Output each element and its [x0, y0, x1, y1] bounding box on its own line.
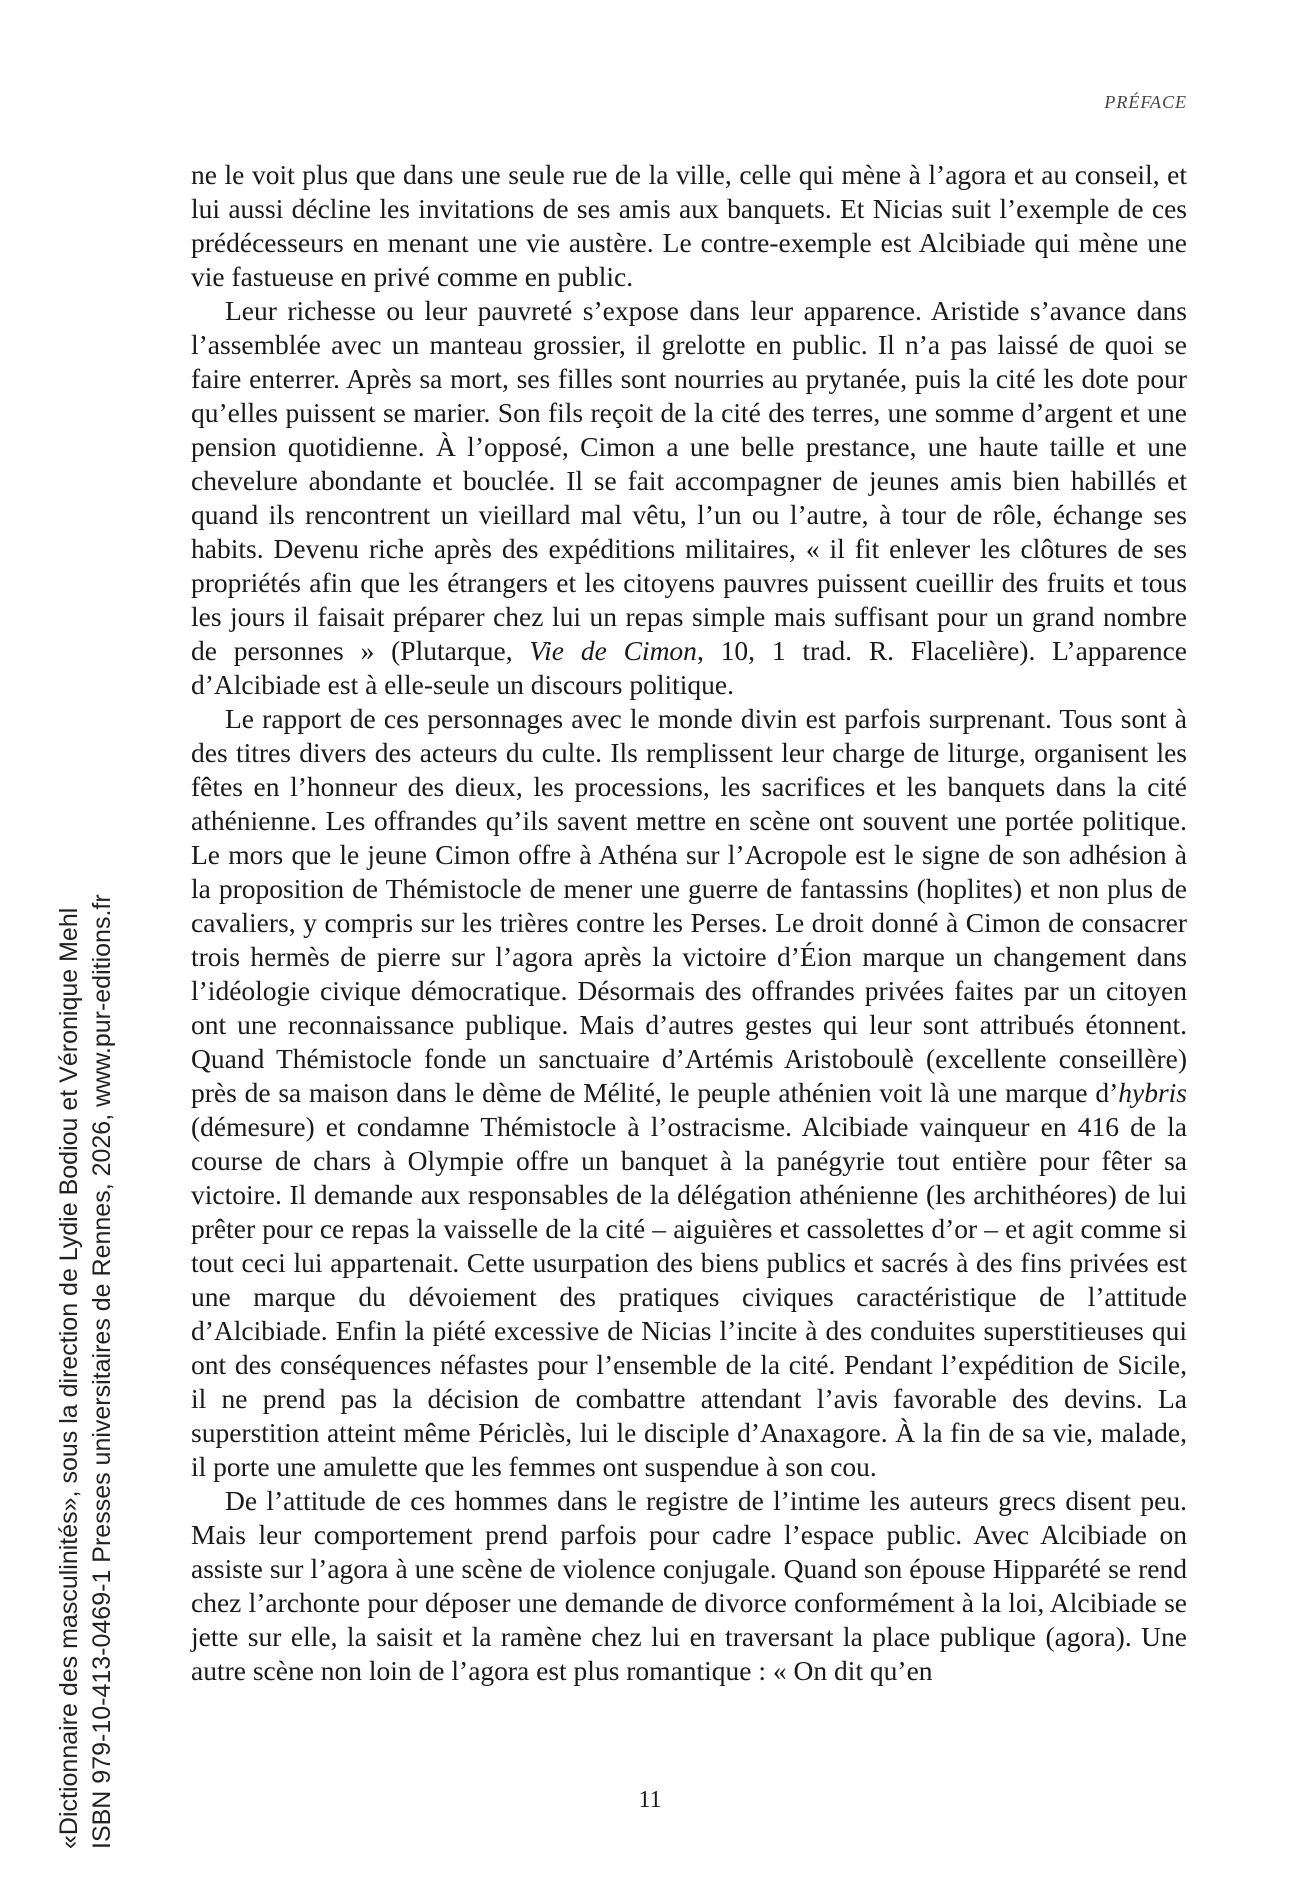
- side-copyright-note: [53, 869, 119, 1849]
- side-note-line-2: ISBN 979-10-413-0469-1 Presses universitaires de Rennes, 2026, www.pur-editions.fr: [88, 894, 116, 1849]
- page-number: 11: [638, 1787, 662, 1813]
- text-run: De l’attitude de ces hommes dans le registre de l’intime les auteurs grecs disent peu. Mais leur comportement prend parfois pour cadre l’espace public. Avec Alcibiade on assiste sur l’agora à une scène de violence conjugale. Quand son épouse Hipparété se rend chez l’archonte pour déposer une demande de divorce conformément à la loi, Alcibiade se jette sur elle, la saisit et la ramène chez lui en traversant la place publique (agora). Une autre scène non loin de l’agora est plus romantique : « On dit qu’en: [191, 1485, 1187, 1686]
- text-run: (démesure) et condamne Thémistocle à l’ostracisme. Alcibiade vainqueur en 416 de la course de chars à Olympie offre un banquet à la panégyrie tout entière pour fêter sa victoire. Il demande aux responsables de la délégation athénienne (les archithéores) de lui prêter pour ce repas la vaisselle de la cité – aiguières et cassolettes d’or – et agit comme si tout ceci lui appartenait. Cette usurpation des biens publics et sacrés à des fins privées est une marque du dévoiement des pratiques civiques caractéristique de l’attitude d’Alcibiade. Enfin la piété excessive de Nicias l’incite à des conduites superstitieuses qui ont des conséquences néfastes pour l’ensemble de la cité. Pendant l’expédition de Sicile, il ne prend pas la décision de combattre attendant l’avis favorable des devins. La superstition atteint même Périclès, lui le disciple d’Anaxagore. À la fin de sa vie, malade, il porte une amulette que les femmes ont suspendue à son cou.: [191, 1111, 1187, 1482]
- running-head: PRÉFACE: [1104, 92, 1187, 112]
- paragraph: [191, 294, 1187, 702]
- italic-text: Vie de Cimon: [529, 635, 697, 666]
- text-run: Leur richesse ou leur pauvreté s’expose dans leur apparence. Aristide s’avance dans l’assemblée avec un manteau grossier, il grelotte en public. Il n’a pas laissé de quoi se faire enterrer. Après sa mort, ses filles sont nourries au prytanée, puis la cité les dote pour qu’elles puissent se marier. Son fils reçoit de la cité des terres, une somme d’argent et une pension quotidienne. À l’opposé, Cimon a une belle prestance, une haute taille et une chevelure abondante et bouclée. Il se fait accompagner de jeunes amis bien habillés et quand ils rencontrent un vieillard mal vêtu, l’un ou l’autre, à tour de rôle, échange ses habits. Devenu riche après des expéditions militaires, « il fit enlever les clôtures de ses propriétés afin que les étrangers et les citoyens pauvres puissent cueillir des fruits et tous les jours il faisait préparer chez lui un repas simple mais suffisant pour un grand nombre de personnes » (Plutarque,: [191, 295, 1187, 666]
- italic-text: hybris: [1118, 1077, 1187, 1108]
- text-run: ne le voit plus que dans une seule rue de la ville, celle qui mène à l’agora et au conseil, et lui aussi décline les invitations de ses amis aux banquets. Et Nicias suit l’exemple de ces prédécesseurs en menant une vie austère. Le contre-exemple est Alcibiade qui mène une vie fastueuse en privé comme en public.: [191, 159, 1187, 292]
- paragraph: [191, 1484, 1187, 1688]
- body-text: [191, 158, 1187, 1688]
- paragraph: [191, 702, 1187, 1484]
- paragraph: [191, 158, 1187, 294]
- text-run: , 10, 1 trad. R. Flacelière). L’apparence d’Alcibiade est à elle-seule un discours politique.: [191, 635, 1188, 700]
- side-note-line-1: «Dictionnaire des masculinités», sous la direction de Lydie Bodiou et Véronique Mehl: [55, 907, 83, 1849]
- text-run: Le rapport de ces personnages avec le monde divin est parfois surprenant. Tous sont à des titres divers des acteurs du culte. Ils remplissent leur charge de liturge, organisent les fêtes en l’honneur des dieux, les processions, les sacrifices et les banquets dans la cité athénienne. Les offrandes qu’ils savent mettre en scène ont souvent une portée politique. Le mors que le jeune Cimon offre à Athéna sur l’Acropole est le signe de son adhésion à la proposition de Thémistocle de mener une guerre de fantassins (hoplites) et non plus de cavaliers, y compris sur les trières contre les Perses. Le droit donné à Cimon de consacrer trois hermès de pierre sur l’agora après la victoire d’Éion marque un changement dans l’idéologie civique démocratique. Désormais des offrandes privées faites par un citoyen ont une reconnaissance publique. Mais d’autres gestes qui leur sont attribués étonnent. Quand Thémistocle fonde un sanctuaire d’Artémis Aristoboulè (excellente conseillère) près de sa maison dans le dème de Mélité, le peuple athénien voit là une marque d’: [191, 703, 1187, 1108]
